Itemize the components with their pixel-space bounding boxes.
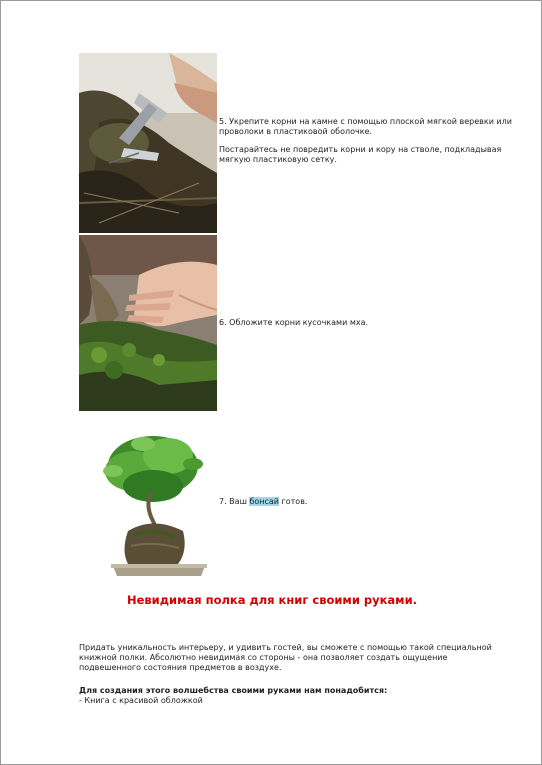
photo-finished-bonsai [83, 426, 215, 586]
step-7-suffix: готов. [279, 497, 308, 506]
materials-title: Для создания этого волшебства своими руками нам понадобится: [79, 686, 388, 695]
step-7-prefix: 7. Ваш [219, 497, 250, 506]
step-5-instruction: 5. Укрепите корни на камне с помощью плоской мягкой веревки или проволоки в пластиковой оболочке. [219, 117, 512, 136]
article-heading: Невидимая полка для книг своими руками. [126, 593, 418, 607]
photo-hands-placing-moss [79, 235, 217, 411]
step-7-text [219, 497, 519, 507]
photo-pliers-tying-roots [79, 53, 217, 233]
materials-item: - Книга с красивой обложкой [79, 696, 203, 705]
step-5-text [219, 117, 519, 165]
bonsai-highlight: бонсай [249, 497, 279, 506]
article-intro: Придать уникальность интерьеру, и удивить гостей, вы сможете с помощью такой специальной книжной полки. Абсолютно невидимая со стороны - она позволяет создать ощущение подвешенного состояния предметов в воздухе. [79, 643, 492, 672]
step-5-tip: Постарайтесь не повредить корни и кору на стволе, подкладывая мягкую пластиковую сетку. [219, 145, 502, 164]
step-6-instruction: 6. Обложите корни кусочками мха. [219, 318, 369, 327]
step-6-text [219, 318, 519, 328]
